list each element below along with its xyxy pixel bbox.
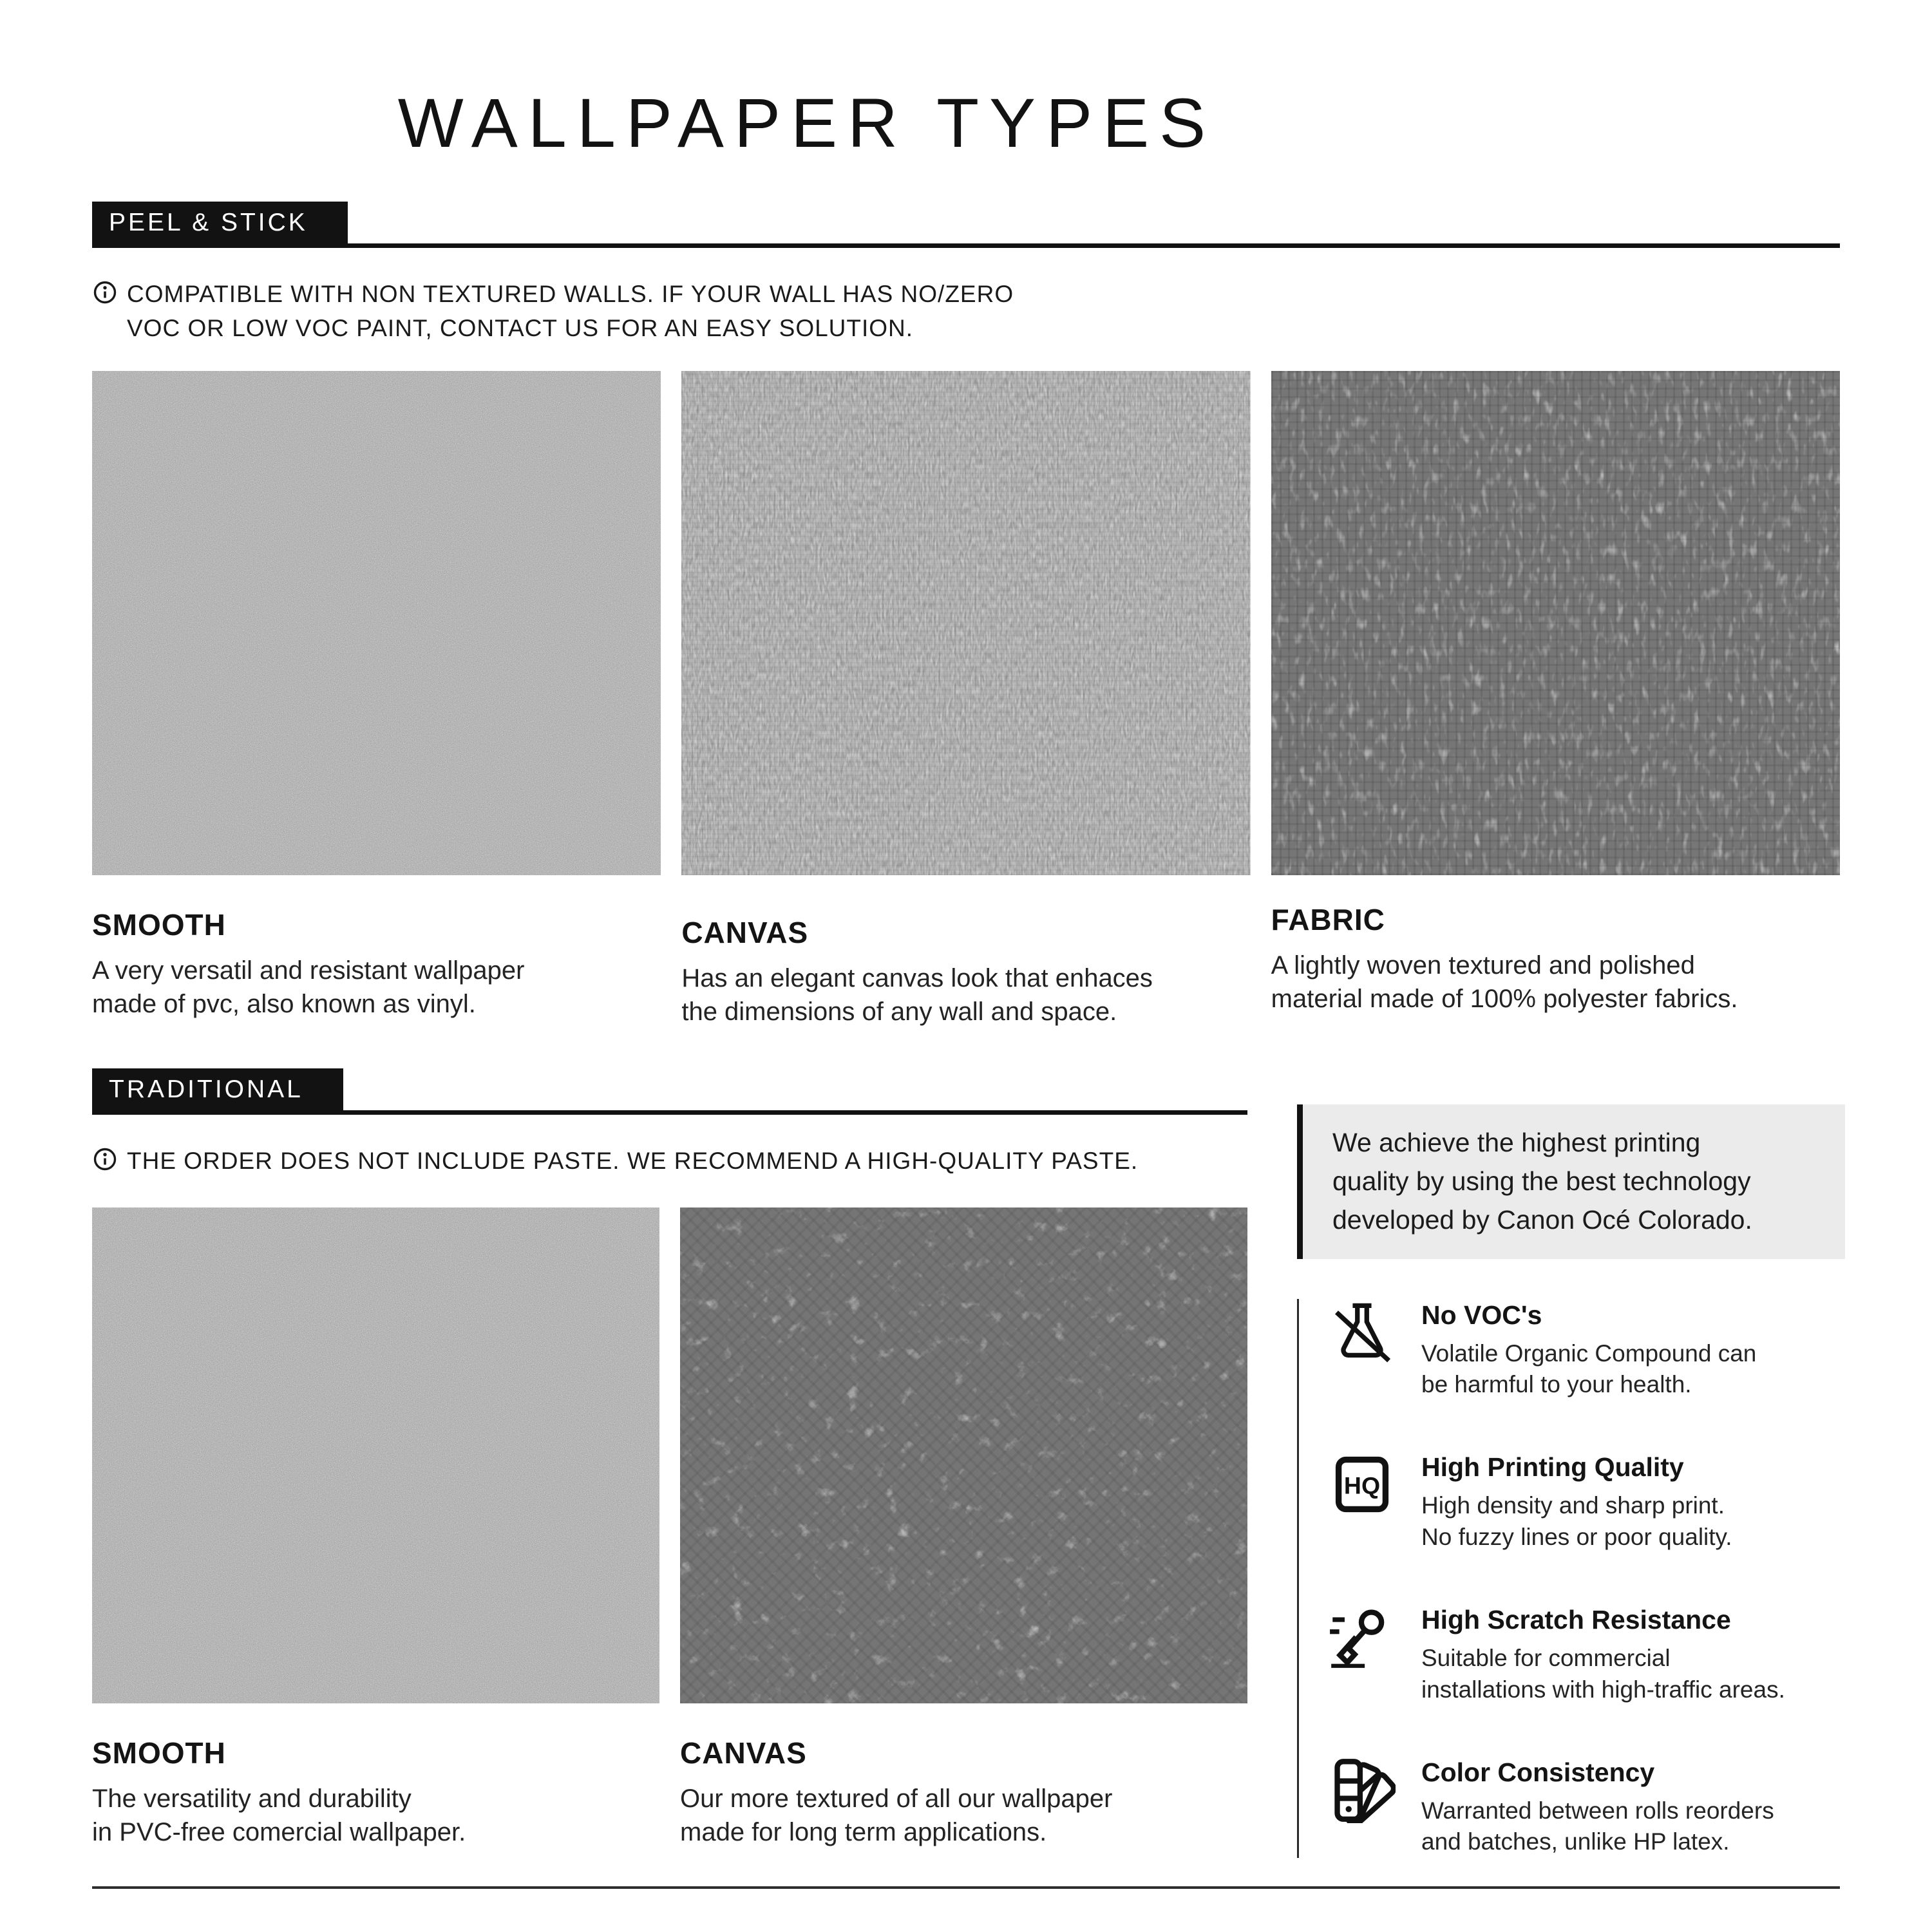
hq-badge-icon	[1329, 1451, 1396, 1518]
swatch-traditional-smooth	[92, 1208, 659, 1703]
feature-title: High Scratch Resistance	[1421, 1604, 1731, 1634]
caption-traditional-smooth	[92, 1736, 659, 1849]
swatch-traditional-canvas	[680, 1208, 1247, 1703]
no-voc-flask-icon	[1329, 1299, 1396, 1366]
page-title: WALLPAPER TYPES	[397, 84, 1217, 162]
caption-peel-smooth	[92, 907, 661, 1028]
swatch-title: CANVAS	[680, 1736, 807, 1770]
feature-list	[1297, 1299, 1845, 1859]
info-icon	[92, 279, 118, 308]
feature-high-scratch-resistance	[1329, 1604, 1845, 1706]
wallpaper-types-sheet	[0, 82, 1932, 1932]
swatch-description: Has an elegant canvas look that enhaces the dimensions of any wall and space.	[681, 964, 1153, 1027]
swatch-description: A very versatil and resistant wallpaper made of pvc, also known as vinyl.	[92, 956, 525, 1019]
peel-stick-section-header	[92, 202, 1840, 248]
swatch-description: The versatility and durability in PVC-free comercial wallpaper.	[92, 1784, 466, 1846]
feature-high-printing-quality	[1329, 1451, 1845, 1553]
swatch-peel-smooth	[92, 371, 661, 875]
feature-color-consistency	[1329, 1756, 1845, 1859]
swatch-peel-canvas	[681, 371, 1250, 875]
feature-title: Color Consistency	[1421, 1757, 1655, 1787]
caption-peel-canvas	[681, 915, 1250, 1028]
feature-no-voc	[1329, 1299, 1845, 1401]
traditional-note	[92, 1144, 1247, 1179]
traditional-zone	[92, 1068, 1840, 1858]
traditional-caption-row	[92, 1703, 1247, 1849]
swatch-description: Our more textured of all our wallpaper made for long term applications.	[680, 1784, 1113, 1846]
peel-stick-swatch-row	[92, 371, 1840, 875]
swatch-title: SMOOTH	[92, 1736, 226, 1770]
feature-title: No VOC's	[1421, 1300, 1542, 1330]
feature-description: Suitable for commercial installations with high-traffic areas.	[1421, 1644, 1785, 1703]
bottom-divider	[92, 1886, 1840, 1889]
swatch-title: CANVAS	[681, 916, 809, 950]
caption-peel-fabric	[1271, 902, 1840, 1028]
peel-stick-section-label: PEEL & STICK	[92, 202, 348, 243]
key-scratch-icon	[1329, 1604, 1396, 1671]
color-swatches-icon	[1329, 1756, 1396, 1823]
feature-description: High density and sharp print. No fuzzy lines or poor quality.	[1421, 1492, 1732, 1551]
peel-stick-caption-row	[92, 875, 1840, 1028]
traditional-section-label: TRADITIONAL	[92, 1068, 343, 1110]
feature-description: Warranted between rolls reorders and batches, unlike HP latex.	[1421, 1797, 1774, 1855]
swatch-peel-fabric	[1271, 371, 1840, 875]
swatch-title: FABRIC	[1271, 903, 1385, 937]
peel-stick-note-text: COMPATIBLE WITH NON TEXTURED WALLS. IF YOUR WALL HAS NO/ZERO VOC OR LOW VOC PAINT, CONTACT US FOR AN EASY SOLUTION.	[127, 281, 1014, 341]
hq-badge-label: HQ	[1343, 1472, 1381, 1499]
quality-column	[1297, 1068, 1845, 1858]
info-icon	[92, 1146, 118, 1175]
swatch-description: A lightly woven textured and polished material made of 100% polyester fabrics.	[1271, 951, 1738, 1014]
caption-traditional-canvas	[680, 1736, 1247, 1849]
peel-stick-note	[92, 278, 1840, 345]
swatch-title: SMOOTH	[92, 908, 226, 942]
feature-title: High Printing Quality	[1421, 1452, 1684, 1482]
traditional-note-text: THE ORDER DOES NOT INCLUDE PASTE. WE RECOMMEND A HIGH-QUALITY PASTE.	[127, 1148, 1139, 1175]
traditional-column	[92, 1068, 1247, 1858]
printing-quality-highlight: We achieve the highest printing quality by using the best technology developed by Canon Océ Colorado.	[1297, 1104, 1845, 1259]
traditional-section-header	[92, 1068, 1247, 1115]
feature-description: Volatile Organic Compound can be harmful to your health.	[1421, 1340, 1757, 1398]
traditional-swatch-row	[92, 1208, 1247, 1703]
